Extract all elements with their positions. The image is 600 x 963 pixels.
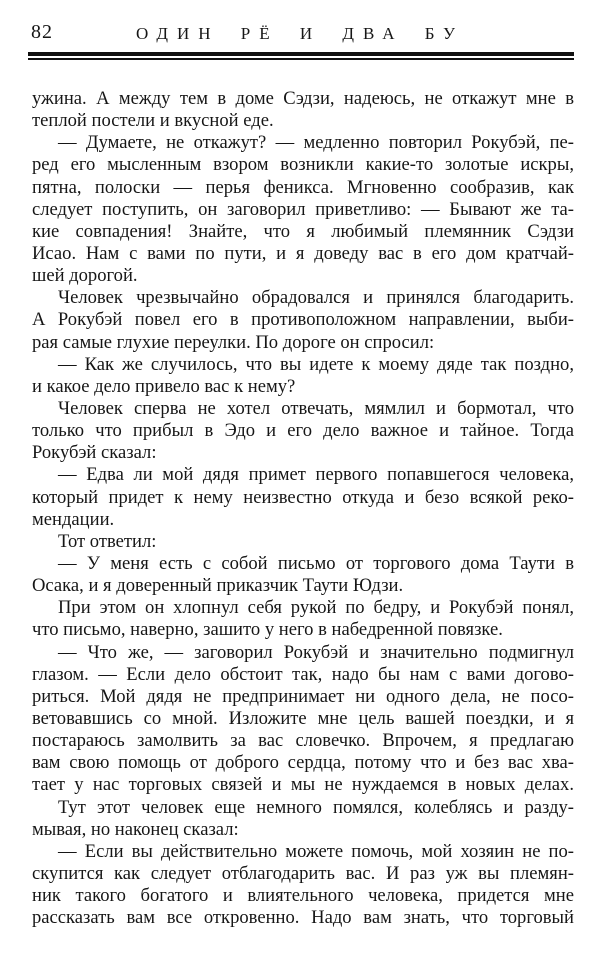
text-line: Человек сперва не хотел отвечать, мямлил и бормотал, что <box>58 397 574 419</box>
text-line: и какое дело привело вас к нему? <box>32 375 296 397</box>
text-line: ред его мысленным взором возникли какие-то золотые искры, <box>32 154 574 176</box>
running-title: ОДИН РЁ И ДВА БУ <box>135 24 465 43</box>
text-line: Рокубэй сказал: <box>32 442 157 464</box>
text-line: — Едва ли мой дядя примет первого попавшегося человека, <box>58 464 574 486</box>
text-line: — Думаете, не откажут? — медленно повторил Рокубэй, пе- <box>58 132 574 154</box>
paragraph <box>32 797 574 841</box>
paragraph <box>32 531 574 553</box>
text-line: ник такого богатого и влиятельного человека, придется мне <box>32 885 574 907</box>
text-line: ветовавшись со мной. Изложите мне цель вашей поездки, и я <box>32 707 574 729</box>
text-line: постараюсь замолвить за вас словечко. Впрочем, я предлагаю <box>32 730 574 752</box>
text-line: — Что же, — заговорил Рокубэй и значительно подмигнул <box>58 641 574 663</box>
paragraph <box>32 354 574 398</box>
paragraph <box>32 398 574 464</box>
text-line: глазом. — Если дело обстоит так, надо бы нам с вами догово- <box>32 663 574 685</box>
paragraph <box>32 841 574 930</box>
text-line: — Если вы действительно можете помочь, мой хозяин не по- <box>58 840 574 862</box>
text-line: скупится как следует отблагодарить вас. И раз уж вы племян- <box>32 862 574 884</box>
paragraph <box>32 287 574 353</box>
text-line: Осака, и я доверенный приказчик Таути Юдзи. <box>32 575 404 597</box>
paragraph <box>32 132 574 287</box>
text-line: который придет к нему неизвестно откуда и безо всякой реко- <box>32 486 574 508</box>
header-divider-thin-line <box>28 58 574 60</box>
text-line: Исао. Нам с вами по пути, и я доведу вас в его дом кратчай- <box>32 242 574 264</box>
paragraph <box>32 464 574 530</box>
paragraph <box>32 88 574 132</box>
text-line: Тут этот человек еще немного помялся, колеблясь и разду- <box>58 796 574 818</box>
text-line: кие совпадения! Знайте, что я любимый племянник Сэдзи <box>32 220 574 242</box>
text-line: шей дорогой. <box>32 265 138 287</box>
text-line: мывая, но наконец сказал: <box>32 818 239 840</box>
paragraph <box>32 597 574 641</box>
text-line: При этом он хлопнул себя рукой по бедру, и Рокубэй понял, <box>58 597 574 619</box>
text-line: Человек чрезвычайно обрадовался и принялся благодарить. <box>58 287 574 309</box>
paragraph <box>32 642 574 797</box>
text-line: А Рокубэй повел его в противоположном направлении, выби- <box>32 309 574 331</box>
page-number: 82 <box>31 21 53 43</box>
text-block <box>32 88 574 929</box>
text-line: следует поступить, он заговорил приветливо: — Бывают же та- <box>32 198 574 220</box>
text-line: риться. Мой дядя не предпринимает ни одного дела, не посо- <box>32 685 574 707</box>
text-line: пятна, полоски — перья феникса. Мгновенно сообразив, как <box>32 176 574 198</box>
header-divider <box>28 52 574 60</box>
paragraph <box>32 553 574 597</box>
text-line: — У меня есть с собой письмо от торгового дома Таути в <box>58 552 574 574</box>
text-line: рая самые глухие переулки. По дороге он спросил: <box>32 331 435 353</box>
text-line: рассказать вам все откровенно. Надо вам знать, что торговый <box>32 907 574 929</box>
text-line: вам свою помощь от доброго сердца, потому что и без вас хва- <box>32 752 574 774</box>
text-line: мендации. <box>32 508 115 530</box>
text-line: тает у нас торговых связей и мы не нуждаемся в новых делах. <box>32 774 574 796</box>
header-divider-thick-line <box>28 52 574 56</box>
text-line: Тот ответил: <box>58 530 157 552</box>
text-line: — Как же случилось, что вы идете к моему дяде так поздно, <box>58 353 574 375</box>
text-line: ужина. А между тем в доме Сэдзи, надеюсь, не откажут мне в <box>32 88 574 109</box>
text-line: что письмо, наверно, зашито у него в набедренной повязке. <box>32 619 503 641</box>
text-line: теплой постели и вкусной еде. <box>32 110 274 132</box>
text-line: только что прибыл в Эдо и его дело важное и тайное. Тогда <box>32 420 574 442</box>
